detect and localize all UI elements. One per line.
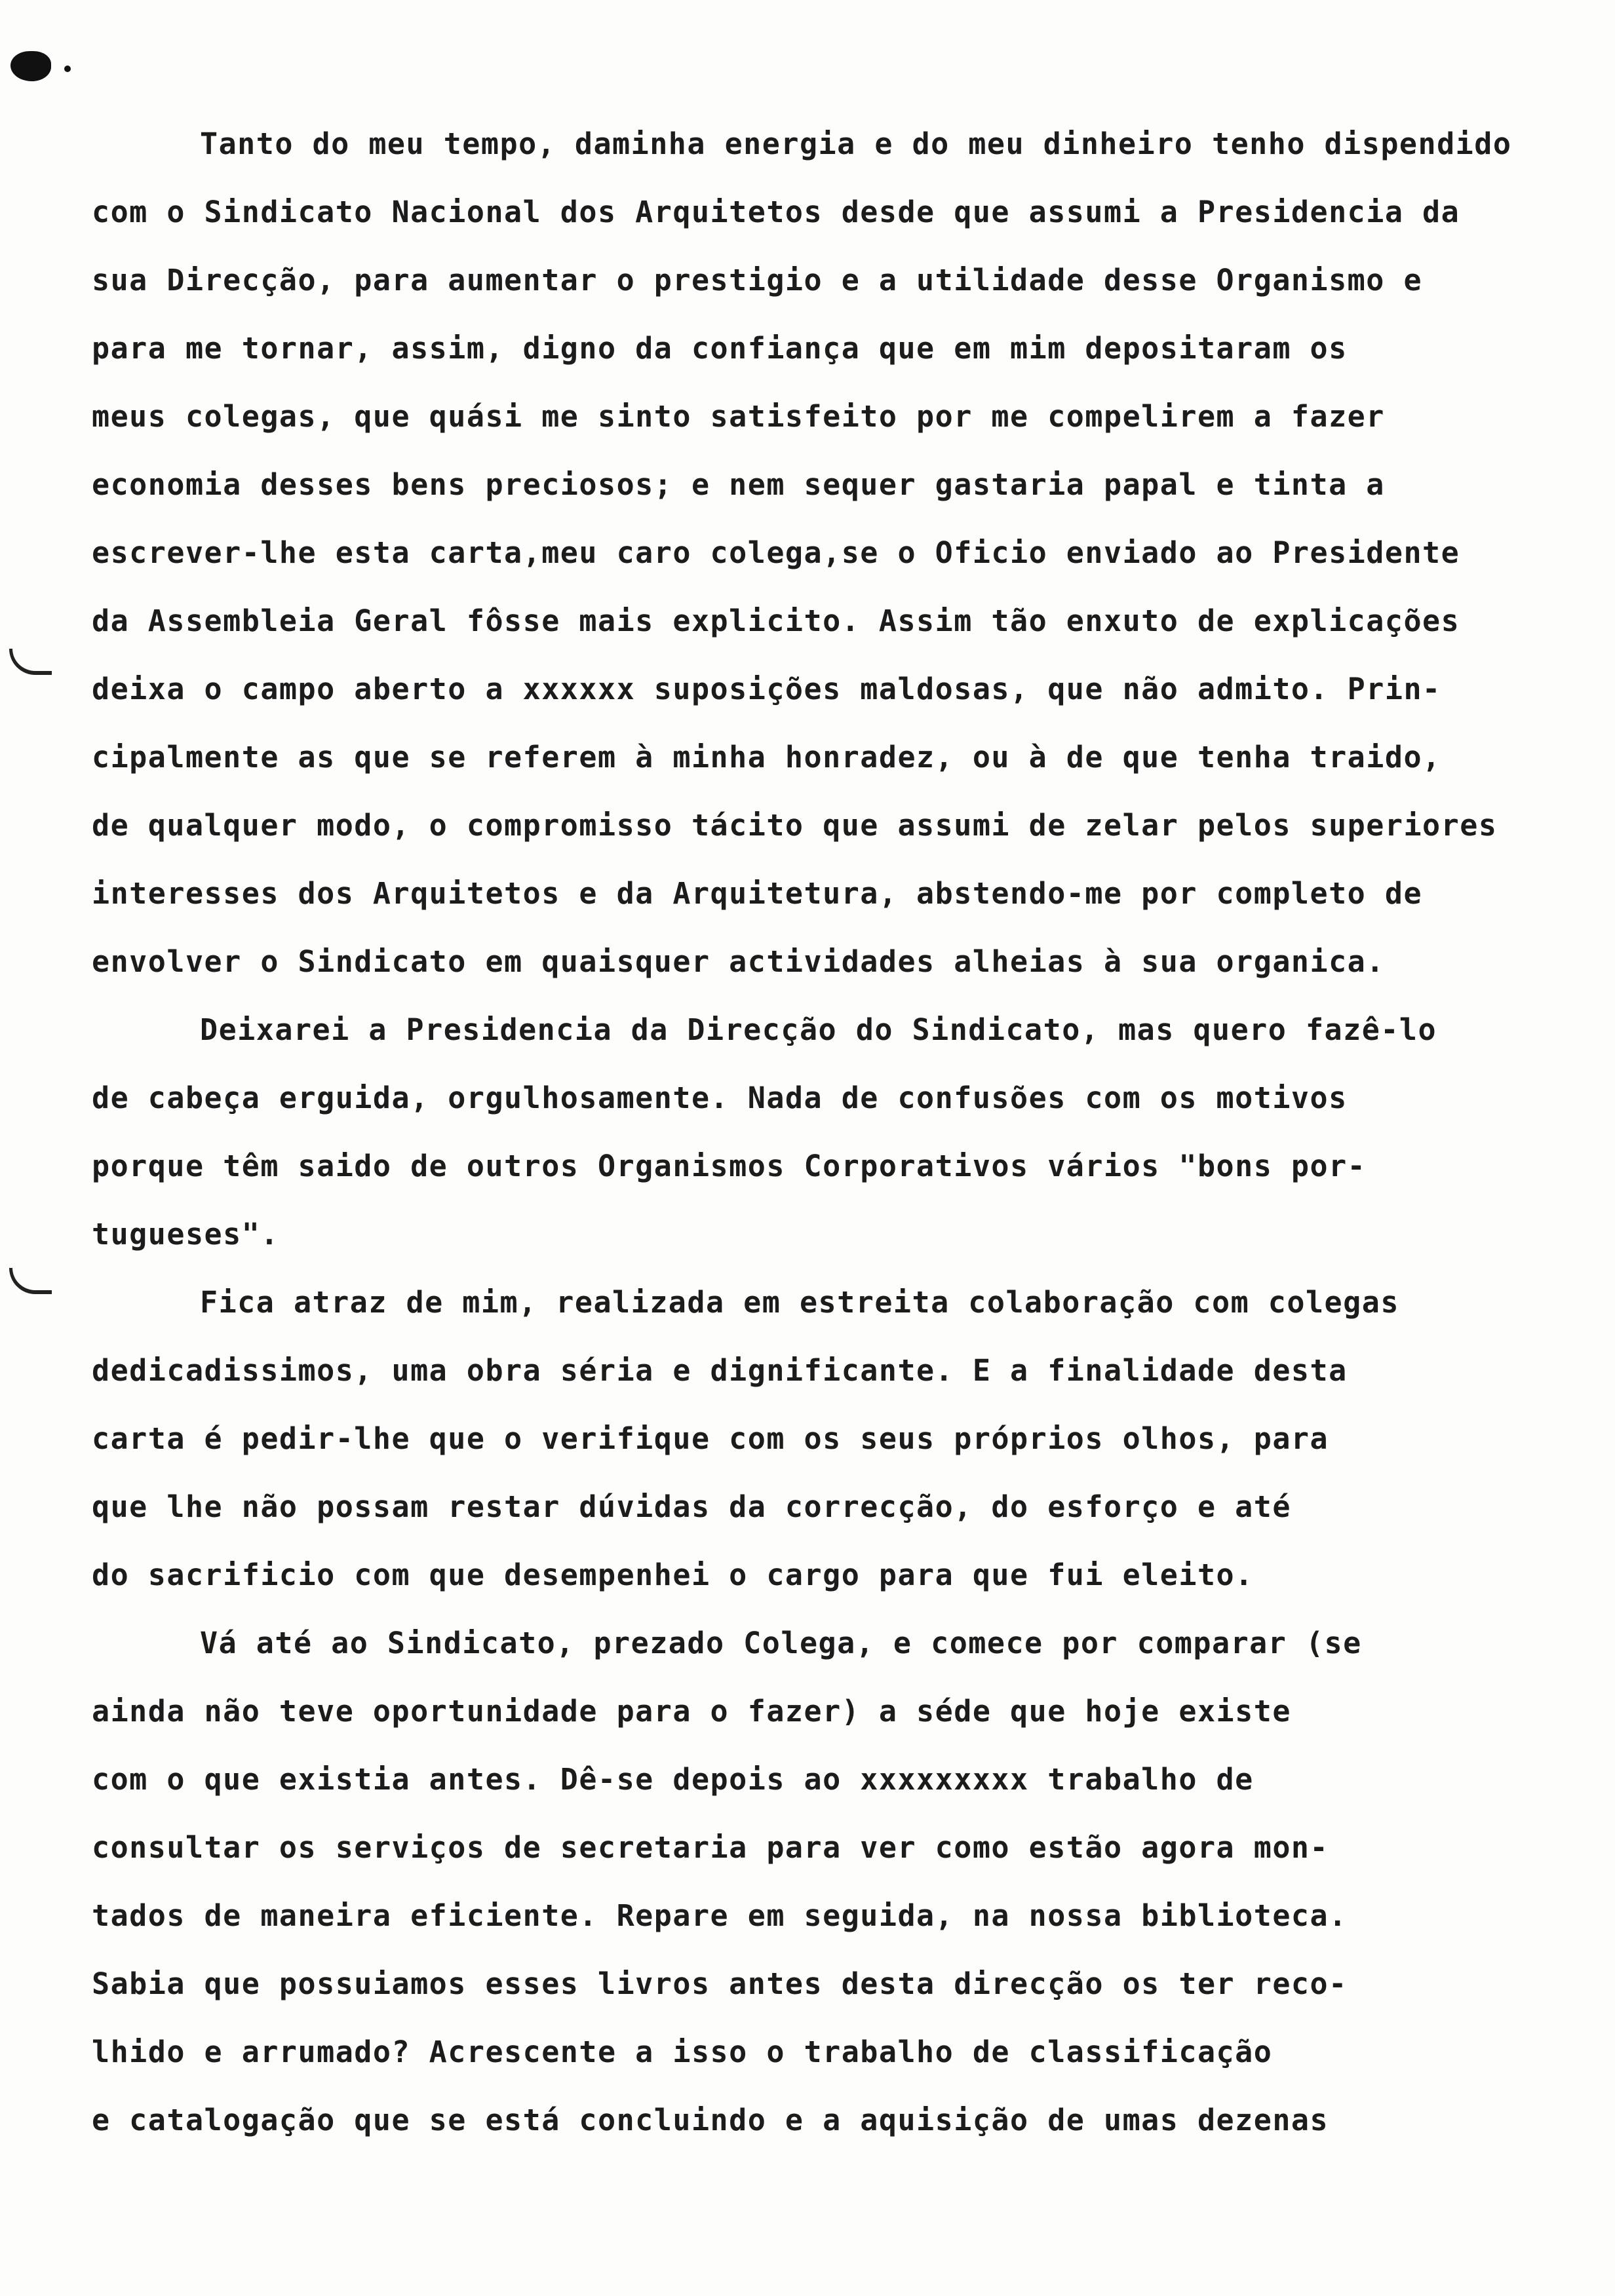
- margin-bracket-mark: [9, 649, 52, 675]
- text-line: cipalmente as que se referem à minha honradez, ou à de que tenha traido,: [92, 740, 1441, 775]
- text-line: sua Direcção, para aumentar o prestigio e a utilidade desse Organismo e: [92, 263, 1423, 297]
- text-line: do sacrificio com que desempenhei o cargo para que fui eleito.: [92, 1558, 1254, 1592]
- text-line: ainda não teve oportunidade para o fazer) a séde que hoje existe: [92, 1694, 1291, 1729]
- text-line: tados de maneira eficiente. Repare em seguida, na nossa biblioteca.: [92, 1898, 1348, 1933]
- text-line: da Assembleia Geral fôsse mais explicito. Assim tão enxuto de explicações: [92, 603, 1460, 638]
- text-line: envolver o Sindicato em quaisquer actividades alheias à sua organica.: [92, 944, 1385, 979]
- text-line: meus colegas, que quási me sinto satisfeito por me compelirem a fazer: [92, 399, 1385, 434]
- text-line: Deixarei a Presidencia da Direcção do Sindicato, mas quero fazê-lo: [200, 1012, 1437, 1047]
- text-line: para me tornar, assim, digno da confiança que em mim depositaram os: [92, 331, 1348, 366]
- text-line: com o que existia antes. Dê-se depois ao xxxxxxxxx trabalho de: [92, 1762, 1254, 1797]
- text-line: economia desses bens preciosos; e nem sequer gastaria papal e tinta a: [92, 467, 1385, 502]
- text-line: consultar os serviços de secretaria para ver como estão agora mon-: [92, 1830, 1329, 1865]
- text-line: carta é pedir-lhe que o verifique com os seus próprios olhos, para: [92, 1421, 1329, 1456]
- text-line: de cabeça erguida, orgulhosamente. Nada de confusões com os motivos: [92, 1081, 1348, 1115]
- text-line: Fica atraz de mim, realizada em estreita colaboração com colegas: [200, 1285, 1399, 1320]
- text-line: lhido e arrumado? Acrescente a isso o trabalho de classificação: [92, 2035, 1273, 2069]
- text-line: Tanto do meu tempo, daminha energia e do meu dinheiro tenho dispendido: [200, 126, 1512, 161]
- text-line: Sabia que possuiamos esses livros antes desta direcção os ter reco-: [92, 1966, 1348, 2001]
- text-line: dedicadissimos, uma obra séria e dignificante. E a finalidade desta: [92, 1353, 1348, 1388]
- letter-body: [92, 110, 1534, 2154]
- text-line: porque têm saido de outros Organismos Corporativos vários "bons por-: [92, 1149, 1367, 1183]
- text-line: Vá até ao Sindicato, prezado Colega, e comece por comparar (se: [200, 1626, 1362, 1660]
- text-line: que lhe não possam restar dúvidas da correcção, do esforço e até: [92, 1489, 1291, 1524]
- ink-blot-mark: [10, 51, 51, 81]
- margin-bracket-mark: [9, 1268, 52, 1294]
- text-line: escrever-lhe esta carta,meu caro colega,se o Oficio enviado ao Presidente: [92, 535, 1460, 570]
- text-line: de qualquer modo, o compromisso tácito que assumi de zelar pelos superiores: [92, 808, 1498, 843]
- text-line: e catalogação que se está concluindo e a aquisição de umas dezenas: [92, 2103, 1329, 2137]
- text-line: deixa o campo aberto a xxxxxx suposições maldosas, que não admito. Prin-: [92, 672, 1441, 706]
- text-line: tugueses".: [92, 1217, 279, 1252]
- text-line: interesses dos Arquitetos e da Arquitetura, abstendo-me por completo de: [92, 876, 1423, 911]
- text-line: com o Sindicato Nacional dos Arquitetos desde que assumi a Presidencia da: [92, 195, 1460, 229]
- ink-dot-mark: [64, 66, 71, 72]
